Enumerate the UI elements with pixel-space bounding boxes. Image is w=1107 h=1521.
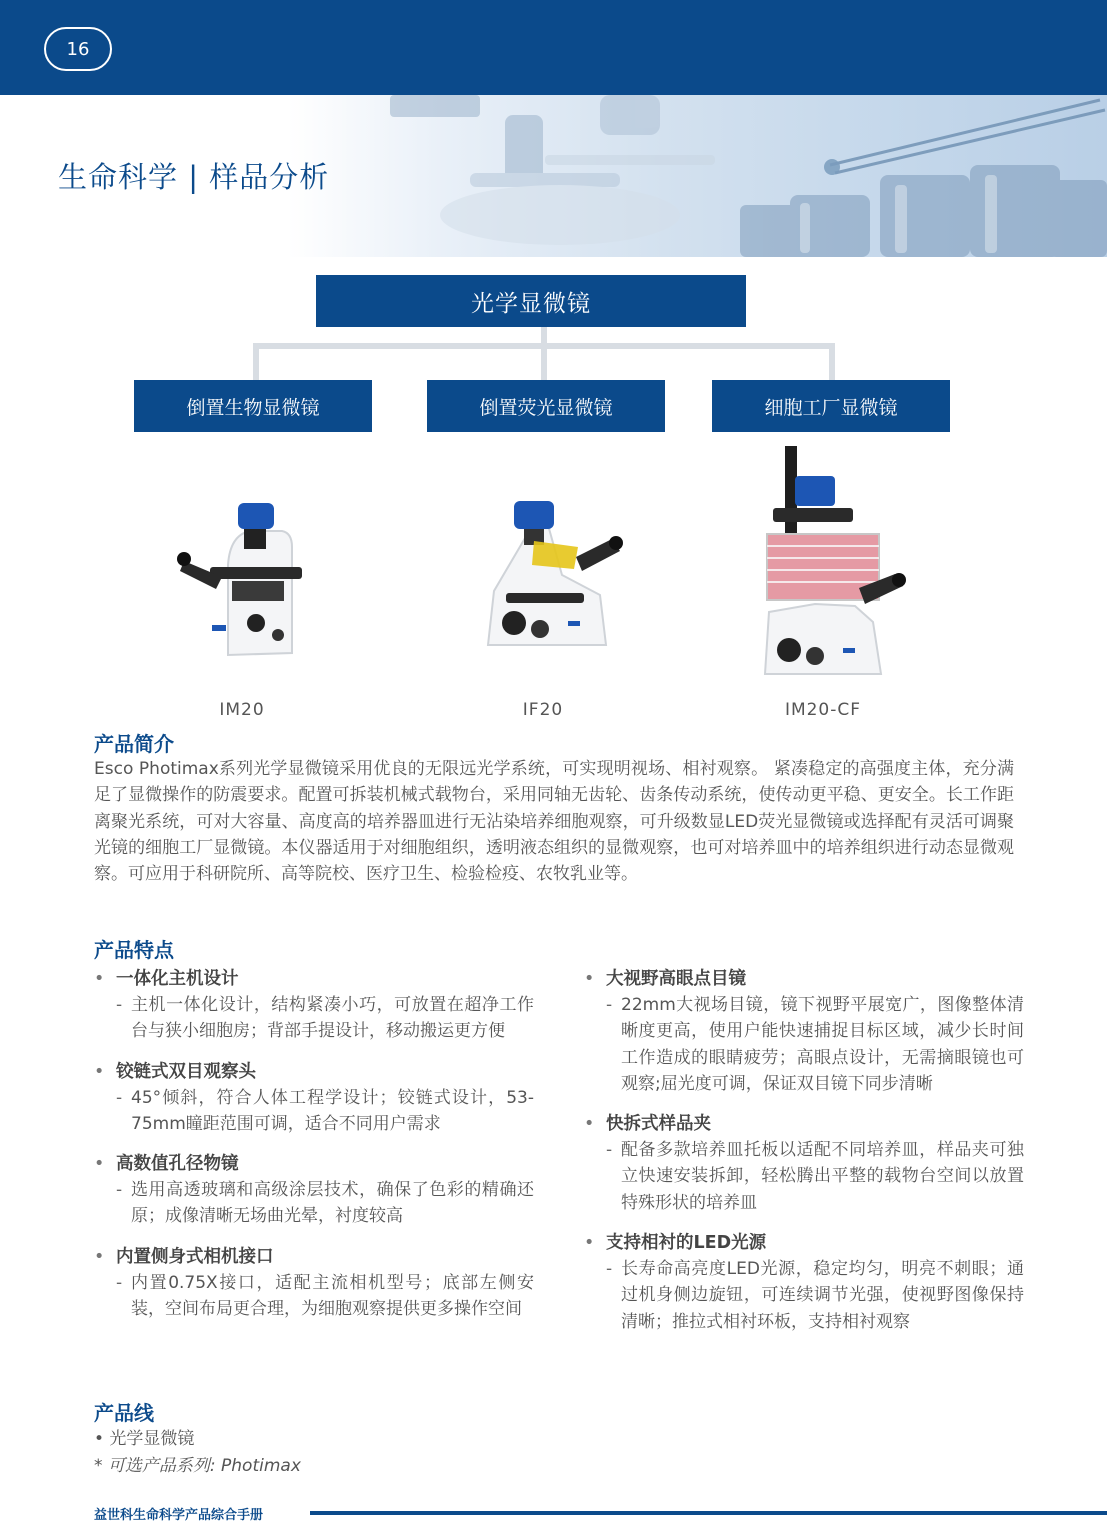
feature-item <box>94 1244 534 1323</box>
product-line-note: * 可选产品系列: Photimax <box>94 1456 301 1476</box>
category-box-inverted-fluor: 倒置荧光显微镜 <box>427 380 665 432</box>
model-label-im20-cf: IM20-CF <box>784 700 862 720</box>
features-right-column <box>584 966 1024 1349</box>
feature-title: • 一体化主机设计 <box>94 966 534 992</box>
feature-item <box>584 1111 1024 1216</box>
intro-paragraph: Esco Photimax系列光学显微镜采用优良的无限远光学系统，可实现明视场、相衬观察。 紧凑稳定的高强度主体，充分满足了显微操作的防震要求。配置可拆装机械式载物台，采用同轴无齿轮、齿条传动系统，使传动更平稳、更安全。长工作距离聚光系统，可对大容量、高度高的培养器皿进行无沾染培养细胞观察，可升级数显LED荧光显微镜或选择配有灵活可调聚光镜的细胞工厂显微镜。本仪器适用于对细胞组织，透明液态组织的显微观察，也可对培养皿中的培养组织进行动态显微观察。可应用于科研院所、高等院校、医疗卫生、检验检疫、农牧乳业等。 <box>94 759 1014 885</box>
category-box-cell-factory: 细胞工厂显微镜 <box>712 380 950 432</box>
feature-desc: - 22mm大视场目镜，镜下视野平展宽广，图像整体清晰度更高，使用户能快速捕捉目标区域，减少长时间工作造成的眼睛疲劳；高眼点设计，无需摘眼镜也可观察;屈光度可调，保证双目镜下同步清晰 <box>584 992 1024 1097</box>
section-title: 生命科学 | 样品分析 <box>58 160 330 194</box>
feature-desc: - 配备多款培养皿托板以适配不同培养皿，样品夹可独立快速安装拆卸，轻松腾出平整的载物台空间以放置特殊形状的培养皿 <box>584 1137 1024 1216</box>
feature-item <box>94 966 534 1045</box>
header-bar <box>0 0 1107 95</box>
feature-item <box>94 1151 534 1230</box>
tree-connector <box>541 343 547 380</box>
features-heading: 产品特点 <box>94 938 174 962</box>
inverted-fluorescence-microscope-image <box>470 495 630 665</box>
product-line-heading: 产品线 <box>94 1401 154 1425</box>
feature-title: • 支持相衬的LED光源 <box>584 1230 1024 1256</box>
model-label-im20: IM20 <box>219 700 265 720</box>
feature-title: • 快拆式样品夹 <box>584 1111 1024 1137</box>
intro-heading: 产品简介 <box>94 732 174 756</box>
feature-title: • 内置侧身式相机接口 <box>94 1244 534 1270</box>
feature-item <box>584 1230 1024 1335</box>
feature-desc: - 内置0.75X接口，适配主流相机型号；底部左侧安装，空间布局更合理，为细胞观察提供更多操作空间 <box>94 1270 534 1323</box>
category-box-inverted-bio: 倒置生物显微镜 <box>134 380 372 432</box>
feature-title: • 高数值孔径物镜 <box>94 1151 534 1177</box>
tree-connector <box>829 343 835 380</box>
tree-connector <box>253 343 259 380</box>
feature-title: • 大视野高眼点目镜 <box>584 966 1024 992</box>
feature-title: • 铰链式双目观察头 <box>94 1059 534 1085</box>
feature-desc: - 45°倾斜，符合人体工程学设计；铰链式设计，53-75mm瞳距范围可调，适合不同用户需求 <box>94 1085 534 1138</box>
inverted-biological-microscope-image <box>170 495 320 665</box>
product-line-item: • 光学显微镜 <box>94 1429 195 1449</box>
feature-desc: - 长寿命高亮度LED光源，稳定均匀，明亮不刺眼；通过机身侧边旋钮，可连续调节光强，使视野图像保持清晰；推拉式相衬环板，支持相衬观察 <box>584 1256 1024 1335</box>
category-root-box: 光学显微镜 <box>316 275 746 327</box>
model-label-if20: IF20 <box>522 700 564 720</box>
footer-title: 益世科生命科学产品综合手册 <box>94 1508 264 1521</box>
feature-desc: - 选用高透玻璃和高级涂层技术，确保了色彩的精确还原；成像清晰无场曲光晕，衬度较高 <box>94 1177 534 1230</box>
page-number: 16 <box>44 27 112 71</box>
feature-item <box>94 1059 534 1138</box>
features-left-column <box>94 966 534 1336</box>
feature-item <box>584 966 1024 1097</box>
feature-desc: - 主机一体化设计，结构紧凑小巧，可放置在超净工作台与狭小细胞房；背部手提设计，移动搬运更方便 <box>94 992 534 1045</box>
footer-rule <box>310 1511 1107 1515</box>
cell-factory-microscope-image <box>755 442 915 692</box>
